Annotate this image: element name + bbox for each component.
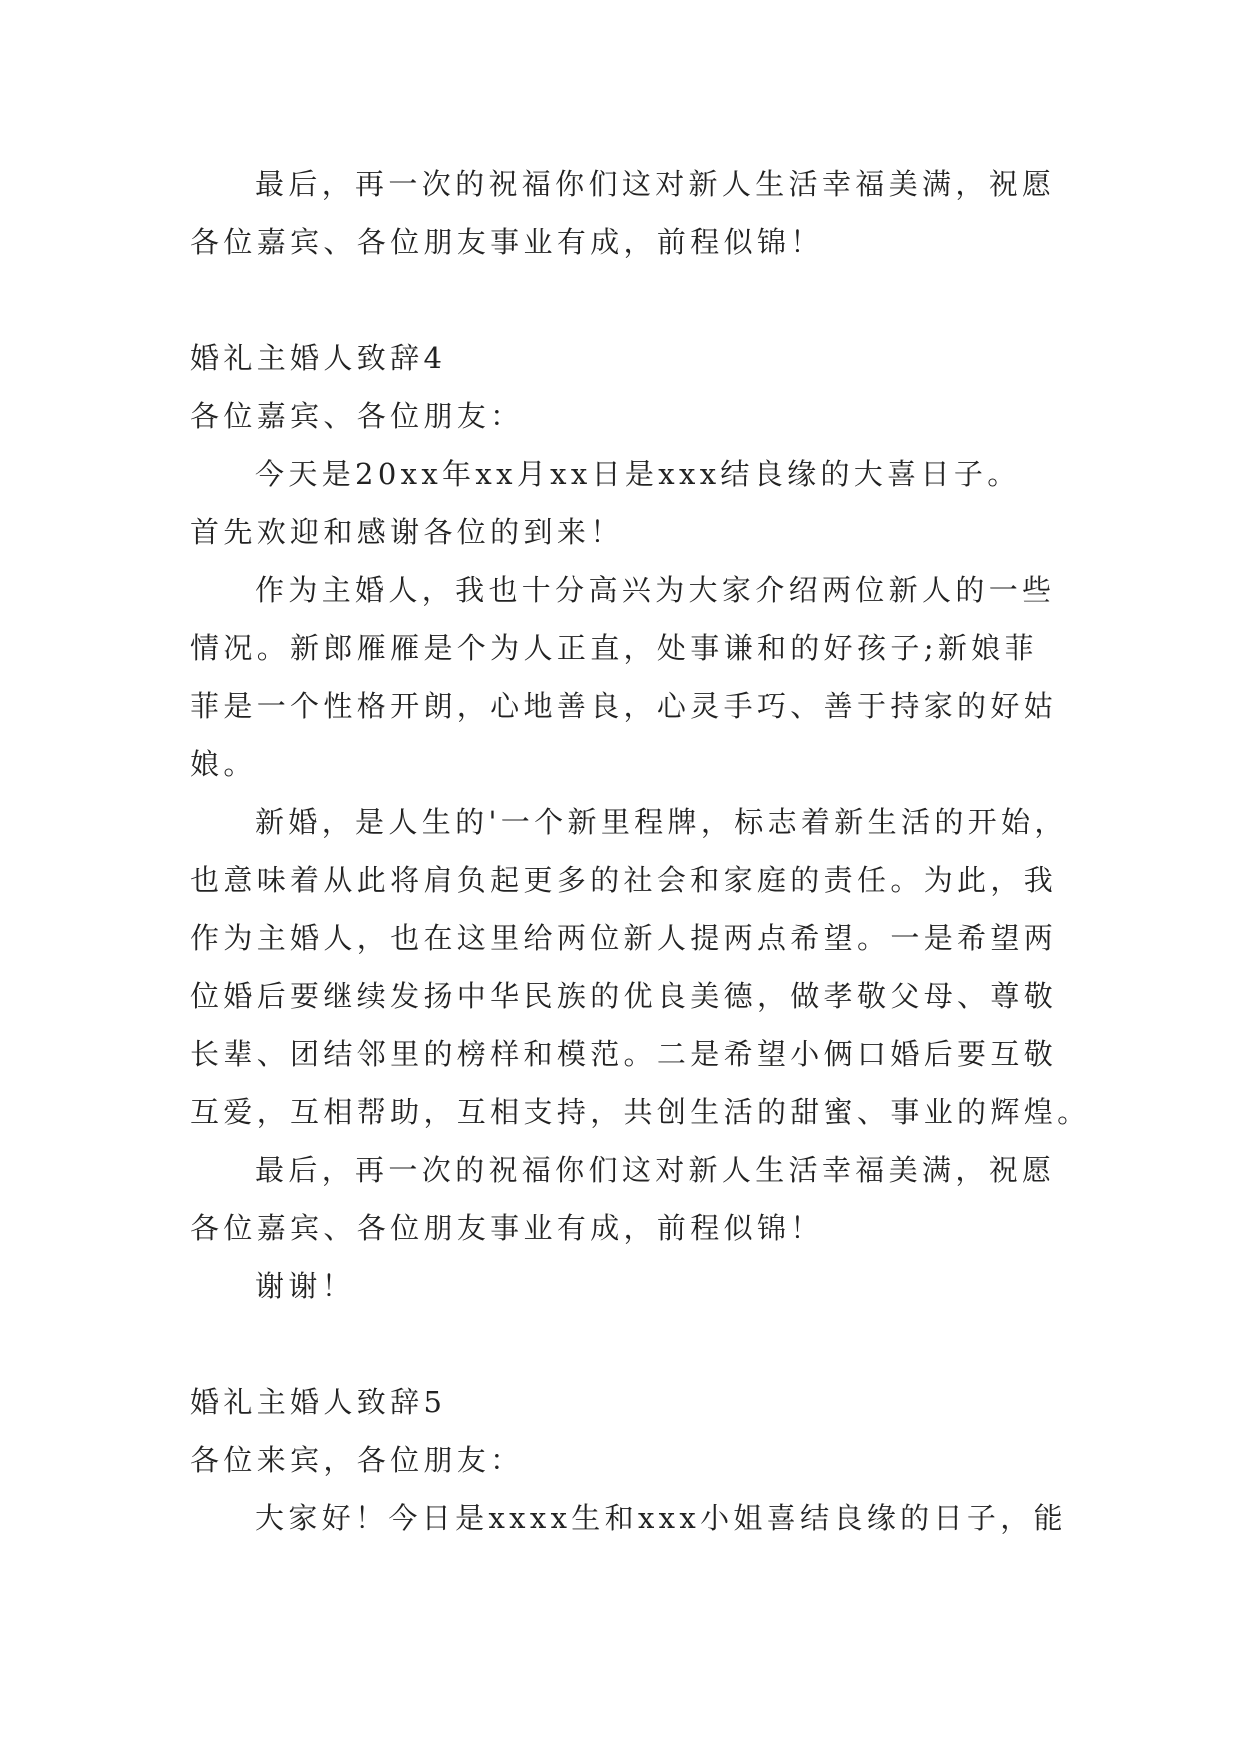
paragraph-line: 作为主婚人，我也十分高兴为大家介绍两位新人的一些	[255, 573, 1056, 607]
salutation: 各位嘉宾、各位朋友：	[190, 399, 524, 433]
paragraph-line: 各位嘉宾、各位朋友事业有成，前程似锦！	[190, 1211, 824, 1245]
paragraph-line: 互爱，互相帮助，互相支持，共创生活的甜蜜、事业的辉煌。	[190, 1095, 1091, 1129]
paragraph-line: 娘。	[190, 747, 257, 781]
paragraph-line: 作为主婚人，也在这里给两位新人提两点希望。一是希望两	[190, 921, 1058, 955]
paragraph-line: 最后，再一次的祝福你们这对新人生活幸福美满，祝愿	[255, 167, 1056, 201]
closing-line: 谢谢！	[255, 1269, 356, 1303]
paragraph-line: 各位嘉宾、各位朋友事业有成，前程似锦！	[190, 225, 824, 259]
paragraph-line: 也意味着从此将肩负起更多的社会和家庭的责任。为此，我	[190, 863, 1058, 897]
paragraph-line: 情况。新郎雁雁是个为人正直，处事谦和的好孩子;新娘菲	[190, 631, 1038, 665]
paragraph-line: 菲是一个性格开朗，心地善良，心灵手巧、善于持家的好姑	[190, 689, 1058, 723]
paragraph-line: 首先欢迎和感谢各位的到来！	[190, 515, 624, 549]
paragraph-line: 大家好！今日是xxxx生和xxx小姐喜结良缘的日子，能	[255, 1501, 1067, 1535]
section-title: 婚礼主婚人致辞5	[190, 1385, 447, 1419]
section-title: 婚礼主婚人致辞4	[190, 341, 447, 375]
paragraph-line: 今天是20xx年xx月xx日是xxx结良缘的大喜日子。	[255, 457, 1021, 491]
salutation: 各位来宾，各位朋友：	[190, 1443, 524, 1477]
paragraph-line: 最后，再一次的祝福你们这对新人生活幸福美满，祝愿	[255, 1153, 1056, 1187]
paragraph-line: 位婚后要继续发扬中华民族的优良美德，做孝敬父母、尊敬	[190, 979, 1058, 1013]
paragraph-line: 新婚，是人生的'一个新里程牌，标志着新生活的开始，	[255, 805, 1068, 839]
paragraph-line: 长辈、团结邻里的榜样和模范。二是希望小俩口婚后要互敬	[190, 1037, 1058, 1071]
